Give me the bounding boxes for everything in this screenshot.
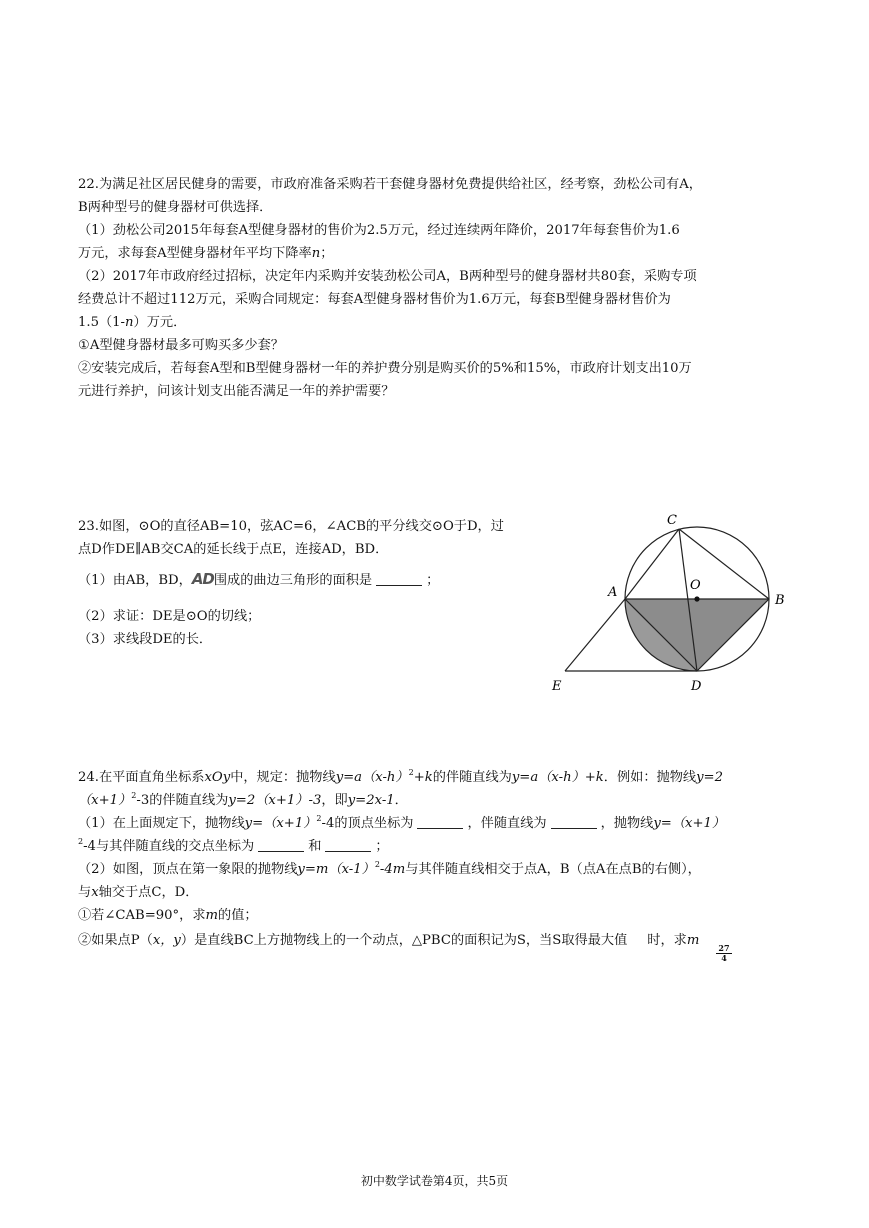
q24-part-1b	[78, 838, 798, 856]
q22-line-2: B两种型号的健身器材可供选择．	[78, 200, 273, 215]
q22-line-4-end: ；	[320, 246, 334, 261]
arc-ad-symbol: AD	[191, 570, 214, 588]
label-e: E	[552, 679, 562, 694]
q23-part-1	[78, 570, 548, 590]
var-m: m	[686, 933, 700, 948]
answer-blank-point-2	[325, 839, 371, 852]
q24-text: ，伴随直线为	[467, 816, 547, 831]
math-expr: -4m	[379, 862, 406, 877]
math-expr: y=m（x-1）	[297, 862, 375, 877]
q24-part-1	[78, 815, 798, 833]
q23-line-1: 23.如图，⊙O的直径AB=10，弦AC=6，∠ACB的平分线交⊙O于D，过	[78, 519, 504, 534]
q24-sub-1	[78, 907, 798, 925]
label-a: A	[608, 585, 618, 600]
q22-line-6: 经费总计不超过112万元，采购合同规定：每套A型健身器材售价为1.6万元，每套B型健身器材售价为	[78, 292, 671, 307]
label-c: C	[667, 513, 677, 528]
q24-line-2	[78, 792, 798, 810]
q24-text: ．例如：抛物线	[603, 770, 697, 785]
q24-text: 轴交于点C，D．	[98, 885, 199, 900]
q24-text: -3的伴随直线为	[136, 793, 229, 808]
q24-text: ①若∠CAB=90°，求	[78, 908, 206, 923]
q24-text: 与其伴随直线相交于点A，B（点A在点B的右侧），	[405, 862, 701, 877]
q24-text: 时，求	[647, 933, 687, 948]
answer-blank-vertex	[417, 816, 463, 829]
label-b: B	[775, 593, 785, 608]
q24-text: ②如果点P（	[78, 933, 153, 948]
chord-ac	[625, 529, 679, 599]
q22-sub-2: ②安装完成后，若每套A型和B型健身器材一年的养护费分别是购买价的5%和15%，市政府计划支出10万	[78, 361, 692, 376]
q22-line-7-end: ）万元．	[133, 315, 187, 330]
q23-part-1-question: 围成的曲边三角形的面积是	[213, 573, 373, 588]
var-xoy: xOy	[204, 770, 231, 785]
label-d: D	[691, 679, 702, 694]
math-expr: +k	[413, 770, 433, 785]
superscript: 2	[316, 814, 322, 823]
circle-geometry-figure	[548, 508, 798, 694]
q24-text: 24.在平面直角坐标系	[78, 770, 205, 785]
q22-line-3: （1）劲松公司2015年每套A型健身器材的售价为2.5万元，经过连续两年降价，2017年每套售价为1.6	[78, 223, 680, 238]
answer-blank-point-1	[258, 839, 304, 852]
q24-text: 中，规定：抛物线	[230, 770, 336, 785]
q24-text: （1）在上面规定下，抛物线	[78, 816, 245, 831]
var-x: x	[91, 885, 99, 900]
q22-sub-2b: 元进行养护，问该计划支出能否满足一年的养护需要？	[78, 384, 395, 399]
q22-line-4-text: 万元，求每套A型健身器材年平均下降率	[78, 246, 312, 261]
q24-text: 的伴随直线为	[432, 770, 512, 785]
q24-text: （2）如图，顶点在第一象限的抛物线	[78, 862, 298, 877]
page-footer: 初中数学试卷第4页，共5页	[360, 1174, 509, 1188]
q23-part-2: （2）求证：DE是⊙O的切线；	[78, 609, 261, 624]
q24-line-1	[78, 769, 798, 787]
q24-sub-2	[78, 932, 798, 950]
math-expr: y=a（x-h）+k	[511, 770, 604, 785]
math-expr: （x+1）	[78, 793, 132, 808]
fraction-27-over-4	[716, 944, 732, 963]
q24-text: -4与其伴随直线的交点坐标为	[83, 839, 255, 854]
fraction-denominator: 4	[716, 953, 732, 963]
q24-text: 和	[308, 839, 322, 854]
q22-line-7-text: 1.5（1-	[78, 315, 126, 330]
q23-part-1-end: ；	[426, 573, 440, 588]
superscript: 2	[78, 837, 84, 846]
fraction-numerator: 27	[718, 943, 730, 953]
q24-part-2b	[78, 884, 798, 902]
extension-ae	[565, 599, 625, 671]
var-m: m	[205, 908, 219, 923]
q24-text: ，即	[321, 793, 348, 808]
q23-line-2: 点D作DE∥AB交CA的延长线于点E，连接AD，BD．	[78, 542, 389, 557]
math-expr: y=（x+1）	[244, 816, 317, 831]
math-expr: y=2	[696, 770, 723, 785]
q23-part-3: （3）求线段DE的长．	[78, 632, 213, 647]
q22-line-4	[78, 245, 798, 263]
superscript: 2	[374, 860, 380, 869]
superscript: 2	[408, 768, 414, 777]
q24-text: ）是直线BC上方抛物线上的一个动点，△PBC的面积记为S，当S取得最大值	[180, 933, 628, 948]
q22-line-7	[78, 314, 798, 332]
q24-text: ．	[394, 793, 408, 808]
q24-text: ；	[375, 839, 389, 854]
superscript: 2	[131, 791, 137, 800]
answer-blank	[376, 573, 422, 586]
center-point-o	[694, 596, 699, 601]
q23-part-1-text: （1）由AB，BD，	[78, 573, 192, 588]
math-expr: y=2x-1	[347, 793, 395, 808]
q22-line-1: 22.为满足社区居民健身的需要，市政府准备采购若干套健身器材免费提供给社区，经考察，劲松公司有A，	[78, 177, 702, 192]
answer-blank-line	[551, 816, 597, 829]
q24-text: 的值；	[218, 908, 258, 923]
var-n: n	[311, 246, 321, 261]
var-n: n	[125, 315, 134, 330]
q24-text: ，抛物线	[600, 816, 654, 831]
q22-line-5: （2）2017年市政府经过招标，决定年内采购并安装劲松公司A，B两种型号的健身器材共80套，采购专项	[78, 269, 697, 284]
math-expr: y=（x+1）	[653, 816, 726, 831]
q24-text: 与	[78, 885, 92, 900]
q24-part-2	[78, 861, 798, 879]
label-o: O	[690, 578, 701, 593]
q24-text: -4的顶点坐标为	[321, 816, 414, 831]
math-expr: y=a（x-h）	[335, 770, 409, 785]
math-expr: x，y	[152, 933, 181, 948]
math-expr: y=2（x+1）-3	[228, 793, 322, 808]
q22-sub-1: ①A型健身器材最多可购买多少套？	[78, 338, 284, 353]
